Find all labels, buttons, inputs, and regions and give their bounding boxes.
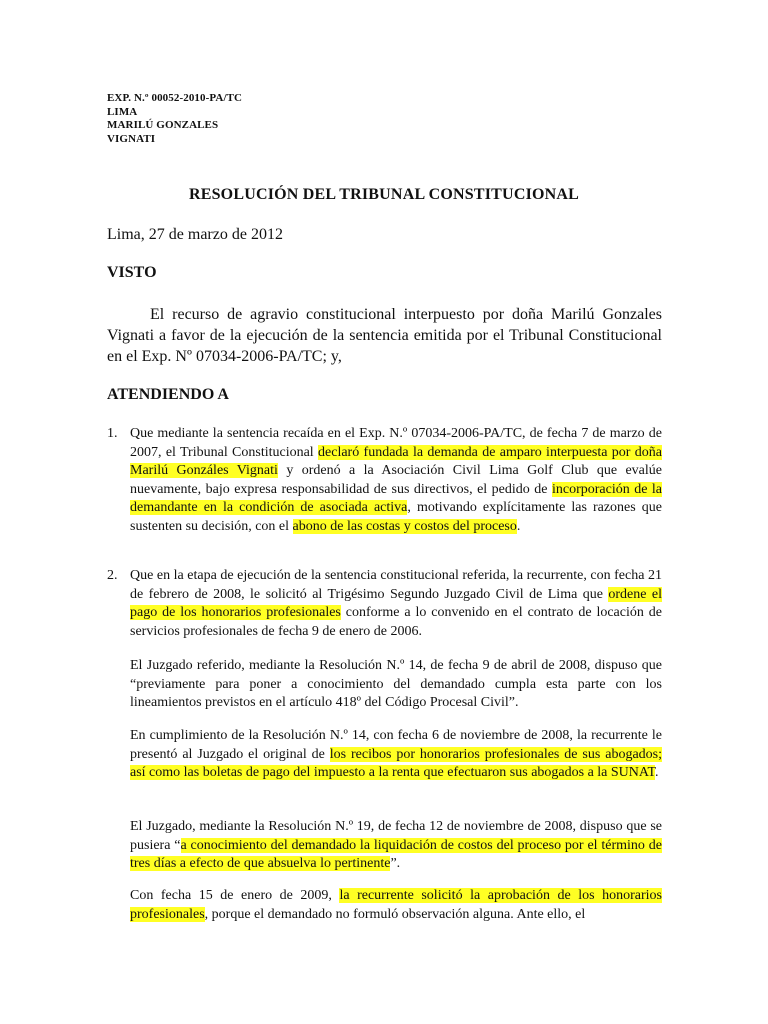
- case-city: LIMA: [107, 105, 138, 118]
- highlighted-text: incorporación de la demandante en la condición de asociada activa: [130, 481, 663, 515]
- item-number-1: 1.: [107, 426, 118, 441]
- party-name-line2: VIGNATI: [107, 132, 156, 145]
- highlighted-text: declaró fundada la demanda de amparo interpuesta por doña Marilú Gonzáles Vignati: [130, 444, 662, 478]
- text-run: El Juzgado, mediante la Resolución N.º 19, de fecha 12 de noviembre de 2008, dispuso que se pusiera “: [130, 819, 662, 853]
- highlighted-text: a conocimiento del demandado la liquidación de costos del proceso por el término de tres días a efecto de que absuelva lo pertinente: [130, 837, 662, 871]
- item-2-paragraph: [130, 567, 662, 641]
- item-2-subparagraph-3: [130, 818, 662, 874]
- text-run: .: [516, 518, 521, 534]
- item-2-subparagraph-1: El Juzgado referido, mediante la Resolución N.º 14, de fecha 9 de abril de 2008, dispuso que “previamente para poner a conocimiento del demandado cumpla esta parte con los lineamientos previstos en el artículo 418º del Código Procesal Civil”.: [130, 658, 662, 710]
- highlighted-text: los recibos por honorarios profesionales de sus abogados; así como las boletas de pago del impuesto a la renta que efectuaron sus abogados a la SUNAT: [130, 746, 662, 780]
- document-date: Lima, 27 de marzo de 2012: [107, 226, 283, 243]
- highlighted-text: la recurrente solicitó la aprobación de los honorarios profesionales: [130, 888, 662, 922]
- text-run: , porque el demandado no formuló observación alguna. Ante ello, el: [204, 906, 586, 922]
- text-run: Que mediante la sentencia recaída en el Exp. N.º 07034-2006-PA/TC, de fecha 7 de marzo de 2007, el Tribunal Constitucional: [130, 426, 662, 460]
- item-number-2: 2.: [107, 568, 118, 583]
- text-run: ”.: [390, 856, 401, 871]
- item-2-subparagraph-2: [130, 727, 662, 783]
- party-name-line1: MARILÚ GONZALES: [107, 119, 219, 131]
- atendiendo-heading: ATENDIENDO A: [107, 386, 229, 403]
- case-number: EXP. N.º 00052-2010-PA/TC: [107, 92, 243, 104]
- text-run: .: [654, 765, 659, 780]
- text-run: y ordenó a la Asociación Civil Lima Golf Club que evalúe nuevamente, bajo expresa responsabilidad de sus directivos, el pedido de: [130, 463, 663, 497]
- text-run: Con fecha 15 de enero de 2009,: [130, 888, 340, 903]
- document-title: RESOLUCIÓN DEL TRIBUNAL CONSTITUCIONAL: [188, 186, 580, 203]
- text-run: Que en la etapa de ejecución de la sentencia constitucional referida, la recurrente, con fecha 21 de febrero de 2008, le solicitó al Trigésimo Segundo Juzgado Civil de Lima que: [130, 568, 662, 602]
- text-run: conforme a lo convenido en el contrato de locación de servicios profesionales de fecha 9 de enero de 2006.: [130, 605, 662, 639]
- visto-paragraph: El recurso de agravio constitucional interpuesto por doña Marilú Gonzales Vignati a favor de la ejecución de la sentencia emitida por el Tribunal Constitucional en el Exp. Nº 07034-2006-PA/TC; y,: [107, 306, 662, 365]
- item-2-subparagraph-4: [130, 887, 662, 924]
- highlighted-text: ordene el pago de los honorarios profesionales: [130, 586, 662, 620]
- item-1-paragraph: [130, 425, 662, 536]
- highlighted-text: abono de las costas y costos del proceso: [292, 518, 517, 534]
- text-run: En cumplimiento de la Resolución N.º 14, con fecha 6 de noviembre de 2008, la recurrente le presentó al Juzgado el original de: [130, 728, 662, 762]
- text-run: , motivando explícitamente las razones que sustenten su decisión, con el: [130, 500, 662, 534]
- case-header: [107, 92, 242, 146]
- visto-heading: VISTO: [107, 264, 157, 281]
